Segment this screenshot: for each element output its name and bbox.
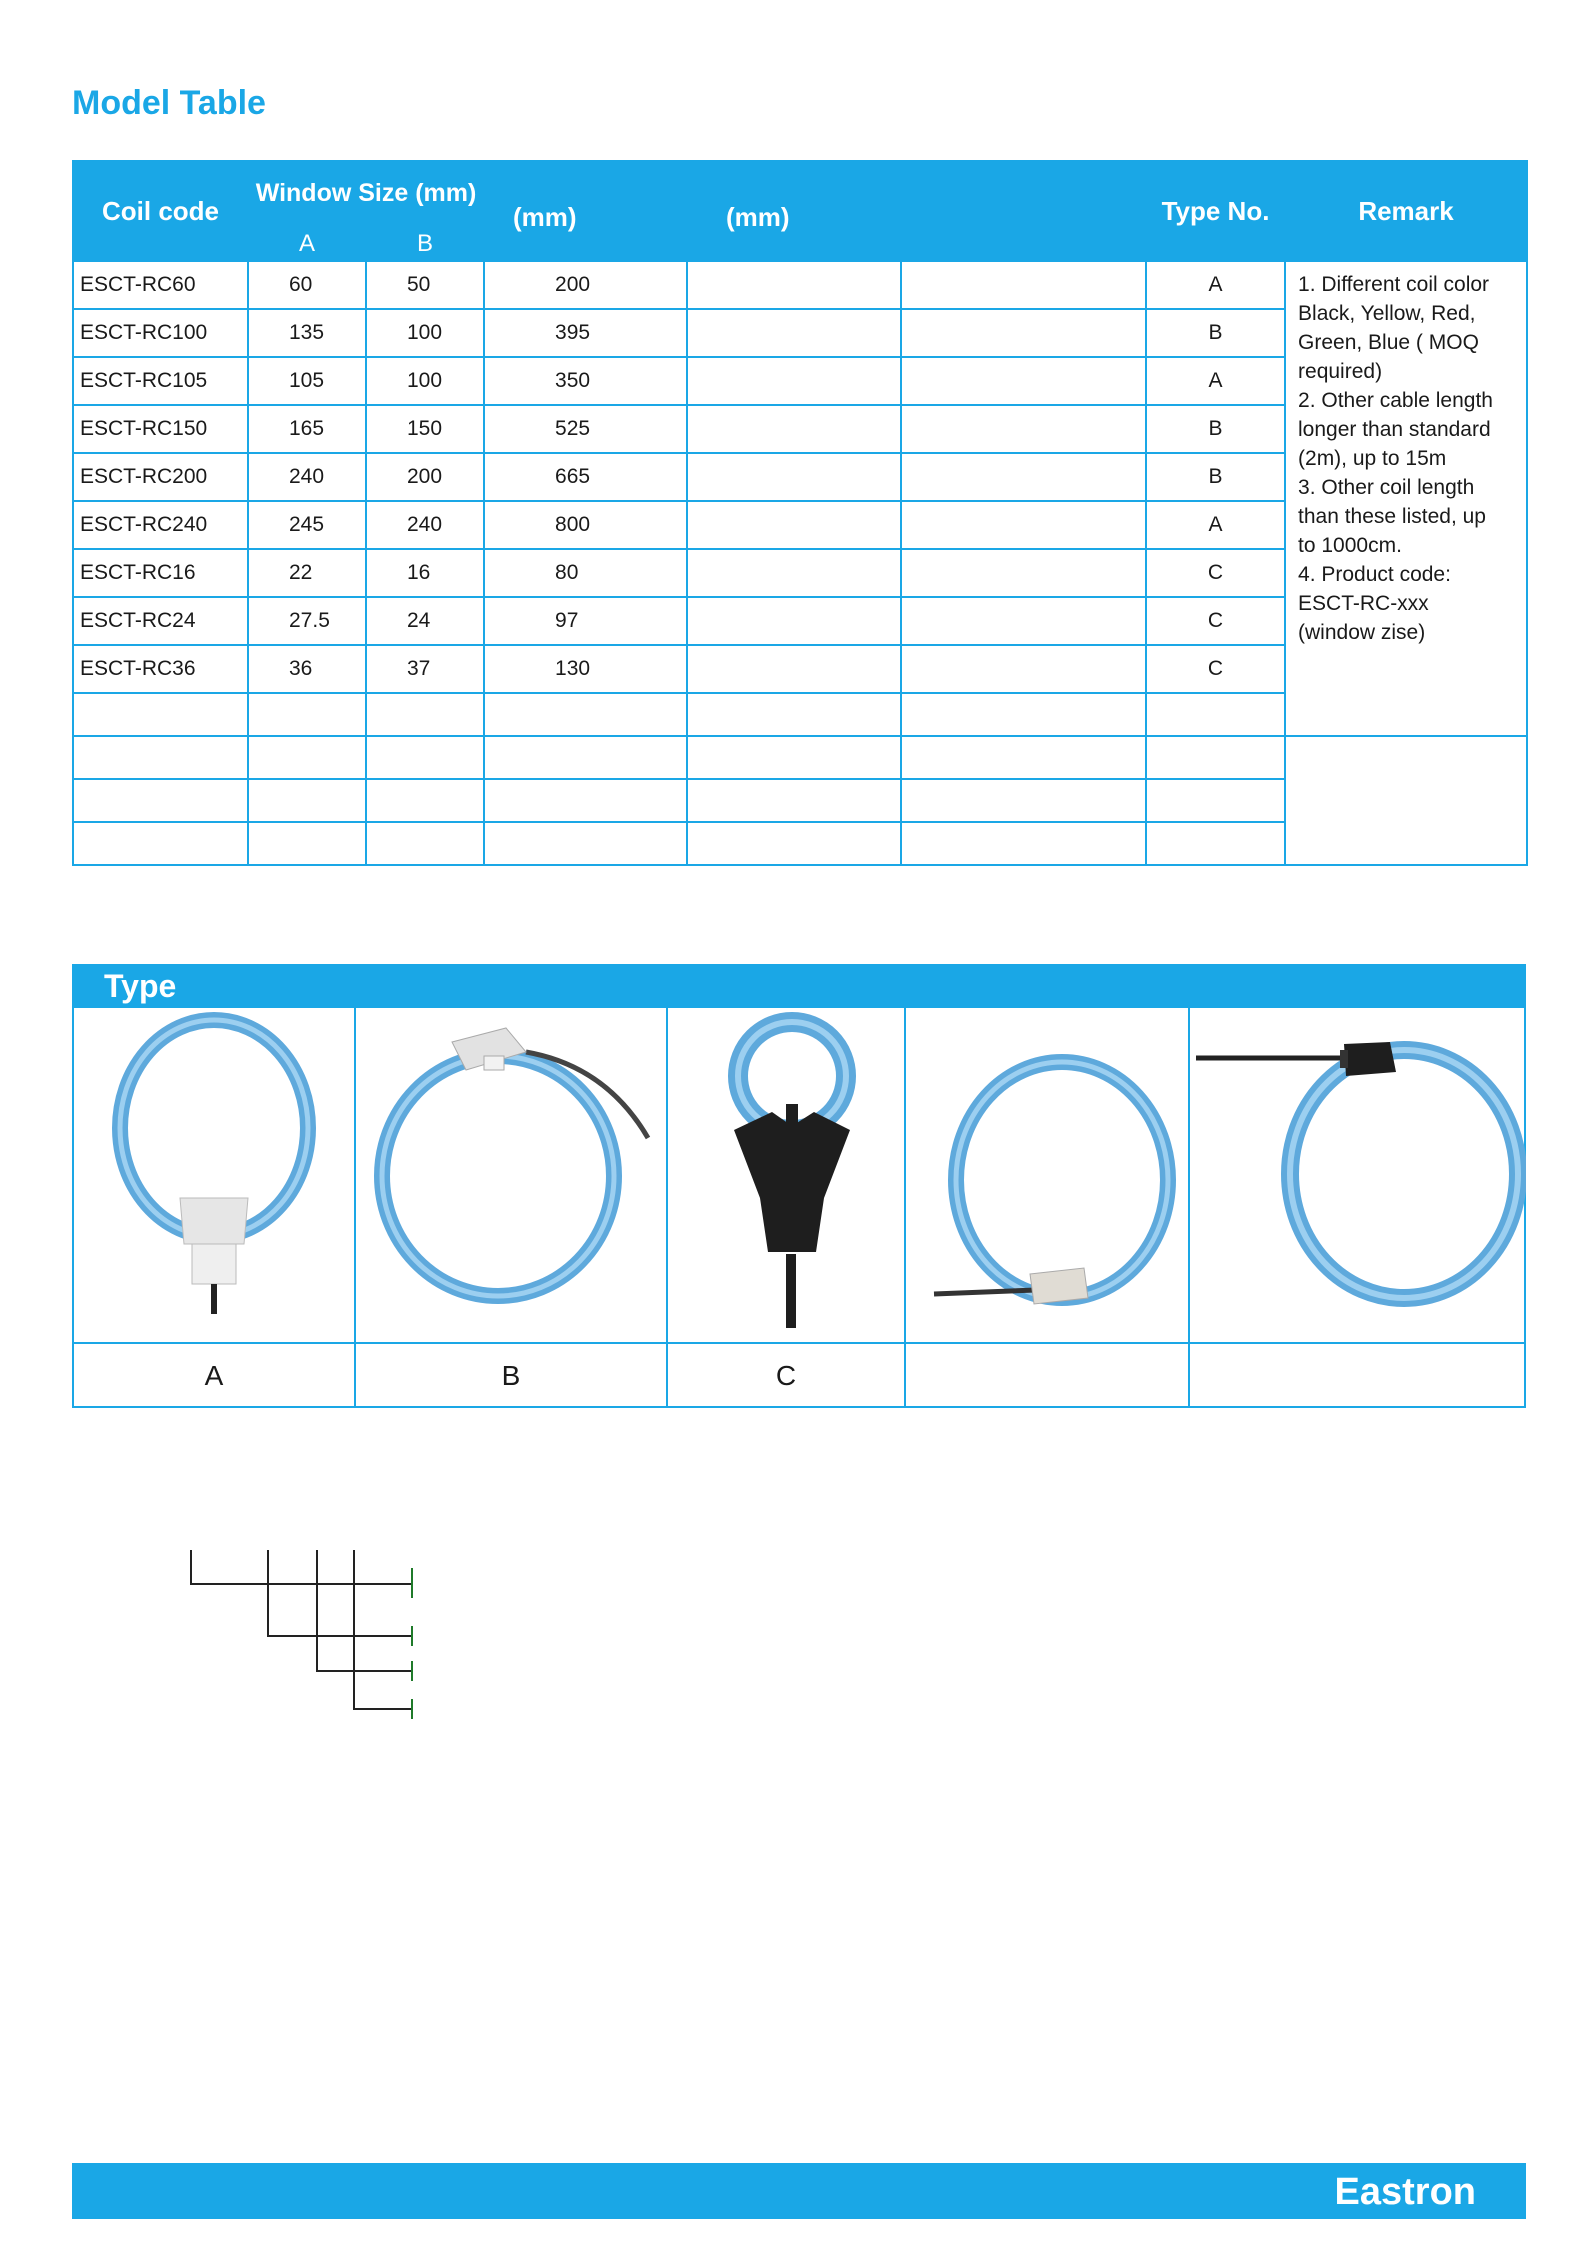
empty-cell (73, 736, 248, 779)
empty-cell (687, 822, 901, 865)
length-cell: 80 (484, 549, 687, 597)
type-section-title: Type (104, 968, 177, 1004)
coil-code-cell: ESCT-RC36 (73, 645, 248, 693)
empty-cell (366, 822, 484, 865)
remark-line: (2m), up to 15m (1298, 447, 1447, 470)
footer-bar (72, 2163, 1526, 2219)
empty-cell (901, 357, 1146, 405)
empty-cell (901, 779, 1146, 822)
empty-cell (248, 693, 366, 736)
product-code-diagram (190, 1548, 430, 1738)
header-window-a: A (248, 226, 366, 261)
empty-cell (687, 453, 901, 501)
empty-cell (901, 822, 1146, 865)
header-window-b: B (366, 226, 484, 261)
type-label-c: C (668, 1344, 906, 1408)
window-b-cell: 16 (366, 549, 484, 597)
type-c-image (668, 1008, 906, 1342)
window-b-cell: 150 (366, 405, 484, 453)
empty-cell (73, 822, 248, 865)
type-b-image (356, 1008, 668, 1342)
window-b-cell: 50 (366, 261, 484, 309)
remark-line: to 1000cm. (1298, 534, 1402, 557)
type-no-cell: B (1146, 309, 1285, 357)
empty-cell (73, 693, 248, 736)
empty-cell (484, 736, 687, 779)
window-a-cell: 245 (248, 501, 366, 549)
type-no-cell: A (1146, 261, 1285, 309)
type-label-a: A (74, 1344, 356, 1408)
empty-cell (901, 501, 1146, 549)
window-b-cell: 24 (366, 597, 484, 645)
empty-cell (687, 779, 901, 822)
window-b-cell: 240 (366, 501, 484, 549)
window-a-cell: 105 (248, 357, 366, 405)
empty-cell (687, 597, 901, 645)
table-row-empty (73, 736, 1527, 779)
empty-cell (484, 779, 687, 822)
type-no-cell: C (1146, 549, 1285, 597)
header-type-no: Type No. (1146, 161, 1285, 261)
coil-code-cell: ESCT-RC60 (73, 261, 248, 309)
remark-empty-cell (1285, 736, 1527, 865)
remark-line: (window zise) (1298, 621, 1426, 644)
type-no-cell: A (1146, 501, 1285, 549)
window-a-cell: 22 (248, 549, 366, 597)
empty-cell (484, 693, 687, 736)
empty-cell (687, 645, 901, 693)
length-cell: 350 (484, 357, 687, 405)
empty-cell (484, 822, 687, 865)
length-cell: 525 (484, 405, 687, 453)
window-a-cell: 36 (248, 645, 366, 693)
window-a-cell: 60 (248, 261, 366, 309)
empty-cell (901, 453, 1146, 501)
length-cell: 130 (484, 645, 687, 693)
empty-cell (687, 549, 901, 597)
empty-cell (248, 822, 366, 865)
remark-line: Green, Blue ( MOQ (1298, 331, 1479, 354)
empty-cell (248, 736, 366, 779)
header-remark: Remark (1285, 161, 1527, 261)
remark-cell (1285, 261, 1527, 736)
remark-line: 3. Other coil length (1298, 476, 1475, 499)
empty-cell (366, 779, 484, 822)
type-5-image (1190, 1008, 1526, 1342)
remark-line: 4. Product code: (1298, 563, 1451, 586)
remark-line: longer than standard (1298, 418, 1491, 441)
empty-cell (687, 261, 901, 309)
type-label-5 (1190, 1344, 1526, 1408)
empty-cell (687, 693, 901, 736)
coil-code-cell: ESCT-RC200 (73, 453, 248, 501)
type-no-cell: B (1146, 405, 1285, 453)
window-b-cell: 100 (366, 309, 484, 357)
empty-cell (366, 736, 484, 779)
remark-line: required) (1298, 360, 1383, 383)
coil-code-cell: ESCT-RC100 (73, 309, 248, 357)
empty-cell (901, 309, 1146, 357)
empty-cell (901, 693, 1146, 736)
remark-line: Black, Yellow, Red, (1298, 302, 1476, 325)
empty-cell (248, 779, 366, 822)
remark-line: than these listed, up (1298, 505, 1486, 528)
empty-cell (73, 779, 248, 822)
coil-code-cell: ESCT-RC105 (73, 357, 248, 405)
type-grid (72, 1008, 1526, 1408)
coil-code-cell: ESCT-RC16 (73, 549, 248, 597)
empty-cell (1146, 822, 1285, 865)
window-a-cell: 27.5 (248, 597, 366, 645)
window-b-cell: 37 (366, 645, 484, 693)
length-cell: 200 (484, 261, 687, 309)
window-a-cell: 240 (248, 453, 366, 501)
empty-cell (687, 357, 901, 405)
type-no-cell: A (1146, 357, 1285, 405)
empty-cell (901, 736, 1146, 779)
empty-cell (1146, 779, 1285, 822)
coil-code-cell: ESCT-RC24 (73, 597, 248, 645)
type-no-cell: C (1146, 645, 1285, 693)
length-cell: 665 (484, 453, 687, 501)
window-b-cell: 200 (366, 453, 484, 501)
window-a-cell: 135 (248, 309, 366, 357)
length-cell: 97 (484, 597, 687, 645)
header-window-size: Window Size (mm) (248, 161, 484, 226)
header-mm-1: (mm) (484, 161, 687, 261)
model-table-title: Model Table (72, 84, 266, 122)
length-cell: 800 (484, 501, 687, 549)
empty-cell (1146, 693, 1285, 736)
coil-code-cell: ESCT-RC240 (73, 501, 248, 549)
type-no-cell: B (1146, 453, 1285, 501)
remark-line: 2. Other cable length (1298, 389, 1493, 412)
empty-cell (366, 693, 484, 736)
type-a-image (74, 1008, 356, 1342)
header-mm-2: (mm) (687, 161, 901, 261)
empty-cell (901, 597, 1146, 645)
type-label-row (74, 1342, 1524, 1408)
empty-cell (687, 736, 901, 779)
remark-line: 1. Different coil color (1298, 273, 1490, 296)
empty-cell (901, 261, 1146, 309)
header-coil-code: Coil code (73, 161, 248, 261)
table-row (73, 261, 1527, 309)
empty-cell (1146, 736, 1285, 779)
empty-cell (687, 309, 901, 357)
empty-cell (901, 645, 1146, 693)
header-blank (901, 161, 1146, 261)
model-table (72, 160, 1528, 866)
length-cell: 395 (484, 309, 687, 357)
type-4-image (906, 1008, 1190, 1342)
type-no-cell: C (1146, 597, 1285, 645)
remark-line: ESCT-RC-xxx (1298, 592, 1429, 615)
empty-cell (687, 501, 901, 549)
type-label-4 (906, 1344, 1190, 1408)
window-a-cell: 165 (248, 405, 366, 453)
window-b-cell: 100 (366, 357, 484, 405)
type-section-header (72, 964, 1526, 1008)
eastron-logo: Eastron (1334, 2171, 1476, 2213)
empty-cell (901, 405, 1146, 453)
empty-cell (687, 405, 901, 453)
type-label-b: B (356, 1344, 668, 1408)
coil-code-cell: ESCT-RC150 (73, 405, 248, 453)
empty-cell (901, 549, 1146, 597)
